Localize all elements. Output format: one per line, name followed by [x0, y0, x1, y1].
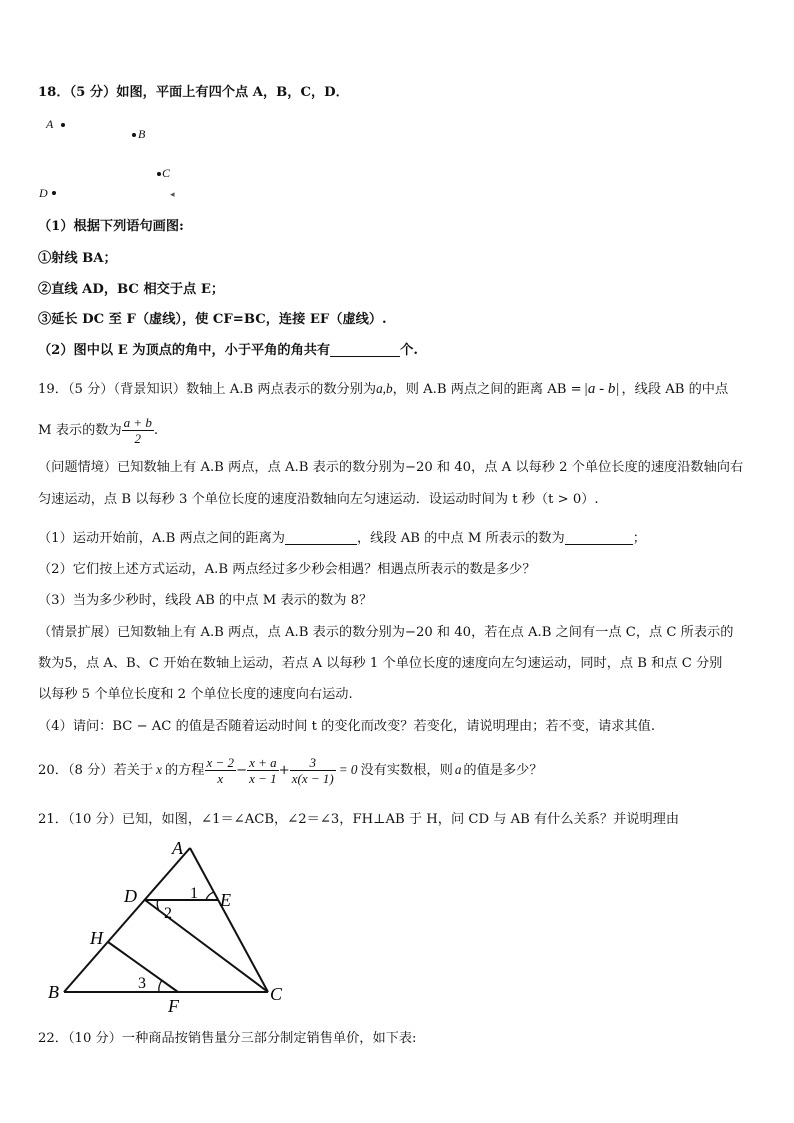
- q20-op2: +: [278, 763, 290, 778]
- q20-a-var: a: [454, 762, 462, 777]
- q20-fraction-3: [290, 755, 336, 786]
- fig-label-d: D: [124, 886, 137, 906]
- fig-label-h: H: [90, 928, 103, 948]
- q20-fraction-2: [247, 755, 279, 786]
- q20-op1: −: [236, 763, 248, 778]
- fig-angle-3: 3: [138, 975, 146, 992]
- answer-blank[interactable]: [565, 530, 633, 545]
- fraction-numerator: x + a: [249, 755, 277, 770]
- q19-l1a: 19．（5 分）（背景知识）数轴上 A.B 两点表示的数分别为: [38, 382, 377, 397]
- q20-a: 20．（8 分）若关于: [38, 763, 154, 778]
- side-ac: [190, 848, 268, 992]
- q18-step2: ②直线 AD，BC 相交于点 E；: [38, 282, 225, 297]
- point-c-dot: [157, 172, 161, 176]
- q22-text: 22．（10 分）一种商品按销售量分三部分制定销售单价，如下表:: [38, 1031, 417, 1046]
- q19-line1: [38, 380, 728, 399]
- q19-line9: 数为5，点 A、B、C 开始在数轴上运动，若点 A 以每秒 1 个单位长度的速度向左匀速运动，同时，点 B 和点 C 分别: [38, 656, 723, 671]
- q19-line2: [38, 413, 158, 449]
- q19-l2b: .: [153, 423, 159, 438]
- q19-l1-var: a,b: [376, 381, 393, 396]
- q20-d: 的值是多少？: [463, 763, 543, 778]
- fig-label-e: E: [220, 890, 231, 910]
- q20-x: x: [156, 762, 162, 777]
- q19-l5b: ，线段 AB 的中点 M 所表示的数为: [357, 531, 565, 546]
- q18-part2: [38, 342, 418, 360]
- fraction-numerator: 3: [290, 755, 336, 771]
- q20-c: 没有实数根，则: [360, 763, 453, 778]
- q19-line8: （情景扩展）已知数轴上有 A.B 两点，点 A.B 表示的数分别为−20 和 40，若在点 A.B 之间有一点 C，点 C 所表示的: [38, 625, 734, 640]
- fig-label-a: A: [172, 838, 183, 858]
- point-b-label: B: [138, 127, 146, 141]
- point-b-dot: [132, 133, 136, 137]
- q19-line4: 匀速运动，点 B 以每秒 3 个单位长度的速度沿数轴向左匀速运动．设运动时间为 t 秒（t > 0）.: [38, 492, 599, 507]
- q18-heading: 18．（5 分）如图，平面上有四个点 A，B，C，D．: [38, 85, 349, 100]
- fig-label-b: B: [48, 982, 59, 1002]
- fig-label-f: F: [168, 996, 179, 1016]
- q19-l1b: ，则 A.B 两点之间的距离 AB =: [392, 382, 582, 397]
- q19-line5: [38, 530, 646, 548]
- fraction-denominator: x(x − 1): [291, 771, 334, 786]
- q19-l1c: ，线段 AB 的中点: [621, 382, 729, 397]
- fraction-denominator: x − 1: [249, 771, 277, 786]
- q19-line10: 以每秒 5 个单位长度和 2 个单位长度的速度向右运动.: [38, 687, 353, 702]
- q18-step3: ③延长 DC 至 F（虚线），使 CF=BC，连接 EF（虚线）.: [38, 312, 387, 327]
- q18-part2-tail: 个.: [400, 343, 418, 358]
- q18-part1: （1）根据下列语句画图:: [38, 219, 184, 234]
- point-d-label: D: [39, 186, 48, 200]
- point-a-label: A: [46, 117, 54, 131]
- q19-line6: （2）它们按上述方式运动，A.B 两点经过多少秒会相遇？相遇点所表示的数是多少？: [38, 562, 536, 577]
- fraction-numerator: a + b: [123, 415, 152, 430]
- fraction-denominator: x: [217, 771, 224, 786]
- answer-blank[interactable]: [330, 342, 400, 357]
- q20-fraction-1: [205, 755, 237, 786]
- q19-line11: （4）请问：BC − AC 的值是否随着运动时间 t 的变化而改变？若变化，请说明理由；若不变，请求其值.: [38, 719, 656, 734]
- q19-l5a: （1）运动开始前，A.B 两点之间的距离为: [38, 531, 285, 546]
- q19-midpoint-fraction: [122, 415, 154, 446]
- q19-line3: （问题情境）已知数轴上有 A.B 两点，点 A.B 表示的数分别为−20 和 40，点 A 以每秒 2 个单位长度的速度沿数轴向右: [38, 460, 744, 475]
- q18-step1: ①射线 BA；: [38, 251, 117, 266]
- point-d-dot: [52, 191, 56, 195]
- fraction-denominator: 2: [134, 431, 142, 446]
- fig-angle-1: 1: [190, 885, 198, 902]
- q18-part2-text: （2）图中以 E 为顶点的角中，小于平角的角共有: [38, 343, 331, 358]
- fraction-numerator: x − 2: [206, 755, 235, 770]
- angle-3-arc: [159, 980, 162, 992]
- fig-label-c: C: [270, 984, 283, 1004]
- q21-text: 21．（10 分）已知，如图，∠1＝∠ACB，∠2＝∠3，FH⊥AB 于 H，问 CD 与 AB 有什么关系？并说明理由: [38, 812, 680, 827]
- q19-l2a: M 表示的数为: [38, 423, 122, 438]
- q21-triangle-figure: [30, 838, 330, 1018]
- q20-eq: = 0: [338, 762, 358, 777]
- angle-1-arc: [206, 892, 214, 900]
- point-c-label: C: [162, 166, 171, 180]
- q20-b: 的方程: [164, 763, 205, 778]
- q19-line7: （3）当为多少秒时，线段 AB 的中点 M 表示的数为 8？: [38, 593, 373, 608]
- point-a-dot: [61, 123, 65, 127]
- arrow-mark-icon: ◂: [170, 189, 175, 199]
- fig-angle-2: 2: [164, 905, 172, 922]
- q19-l5c: ；: [632, 531, 646, 546]
- q20-line: [38, 748, 543, 793]
- q19-l1-abs: |a - b|: [583, 381, 620, 397]
- answer-blank[interactable]: [285, 530, 357, 545]
